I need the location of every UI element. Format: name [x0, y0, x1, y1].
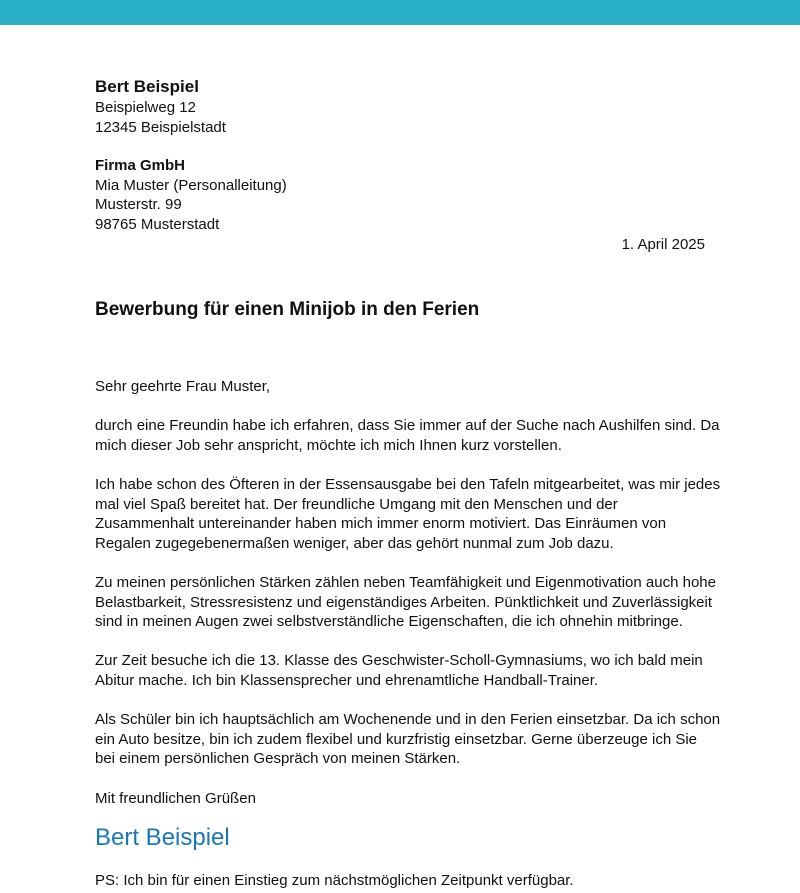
sender-address: [95, 76, 705, 137]
sender-city: 12345 Beispielstadt: [95, 118, 226, 136]
accent-bar: [0, 0, 800, 25]
signature: Bert Beispiel: [95, 824, 230, 852]
recipient-company: Firma GmbH: [95, 157, 186, 175]
letter-subject: Bewerbung für einen Minijob in den Ferien: [95, 299, 480, 321]
paragraph-line: Zusammenhalt untereinander haben mich immer enorm motiviert. Das Einräumen von: [95, 515, 667, 533]
recipient-contact: Mia Muster (Personalleitung): [95, 176, 287, 194]
body-paragraph: [95, 573, 716, 632]
body-paragraph: [95, 710, 721, 769]
salutation: Sehr geehrte Frau Muster,: [95, 378, 271, 396]
body-paragraph: [95, 651, 705, 690]
paragraph-line: Als Schüler bin ich hauptsächlich am Wochenende und in den Ferien einsetzbar. Da ich schon: [95, 711, 721, 729]
recipient-address: [95, 156, 705, 234]
paragraph-line: sind in meinen Augen zwei selbstverständliche Eigenschaften, die ich ohnehin mitbringe.: [95, 613, 683, 631]
sender-name: Bert Beispiel: [95, 77, 199, 96]
paragraph-line: ein Auto besitze, bin ich zudem flexibel und kurzfristig einsetzbar. Gerne überzeuge ich Sie: [95, 730, 698, 748]
paragraph-line: mal viel Spaß bereitet hat. Der freundliche Umgang mit den Menschen und der: [95, 495, 618, 513]
recipient-street: Musterstr. 99: [95, 196, 182, 214]
letter-date: 1. April 2025: [621, 235, 705, 253]
recipient-city: 98765 Musterstadt: [95, 215, 220, 233]
paragraph-line: durch eine Freundin habe ich erfahren, dass Sie immer auf der Suche nach Aushilfen sind. Da: [95, 417, 720, 435]
letter-body: [95, 416, 721, 769]
paragraph-line: Ich habe schon des Öfteren in der Essensausgabe bei den Tafeln mitgearbeitet, was mir jedes: [95, 476, 721, 494]
paragraph-line: Zu meinen persönlichen Stärken zählen neben Teamfähigkeit und Eigenmotivation auch hohe: [95, 574, 716, 592]
paragraph-line: Regalen zugegebenermaßen weniger, aber das gehört nunmal zum Job dazu.: [95, 534, 614, 552]
letter: [95, 76, 721, 891]
paragraph-line: Belastbarkeit, Stressresistenz und eigenständiges Arbeiten. Pünktlichkeit und Zuverlässigkeit: [95, 593, 712, 611]
paragraph-line: Zur Zeit besuche ich die 13. Klasse des Geschwister-Scholl-Gymnasiums, wo ich bald mein: [95, 652, 703, 670]
sender-street: Beispielweg 12: [95, 99, 196, 116]
closing: Mit freundlichen Grüßen: [95, 789, 256, 807]
body-paragraph: [95, 475, 721, 553]
paragraph-line: bei einem persönlichen Gespräch von meinen Stärken.: [95, 750, 461, 768]
paragraph-line: mich dieser Job sehr anspricht, möchte ich mich Ihnen kurz vorstellen.: [95, 436, 562, 454]
paragraph-line: Abitur mache. Ich bin Klassensprecher und ehrenamtliche Handball-Trainer.: [95, 672, 599, 690]
body-paragraph: [95, 416, 720, 455]
postscript: PS: Ich bin für einen Einstieg zum nächstmöglichen Zeitpunkt verfügbar.: [95, 872, 574, 890]
